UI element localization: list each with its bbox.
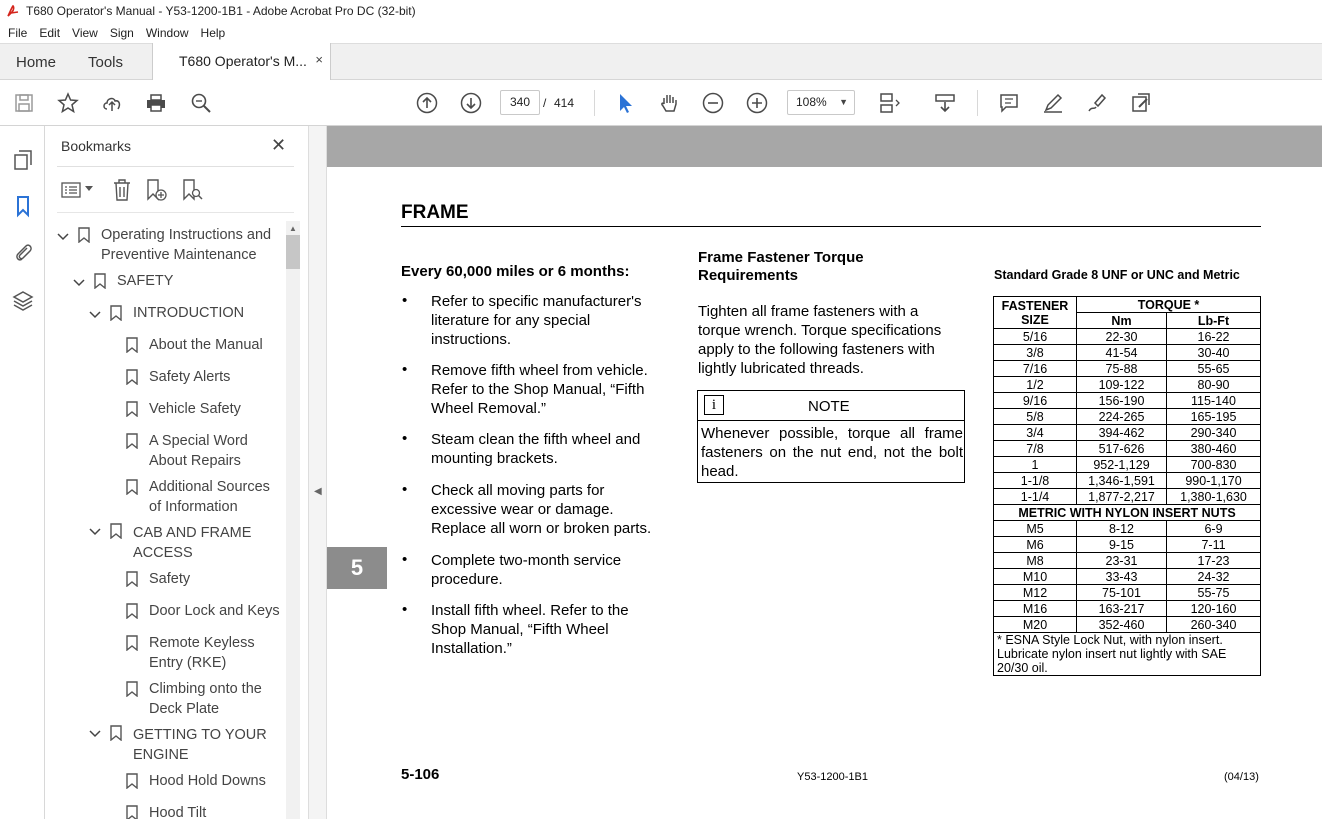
scroll-mode-icon[interactable] bbox=[934, 92, 956, 114]
table-row bbox=[994, 425, 1261, 441]
toolbar bbox=[0, 80, 1322, 126]
cell-nm: 517-626 bbox=[1077, 441, 1167, 457]
cell-size: 5/16 bbox=[994, 329, 1077, 345]
table-row bbox=[994, 361, 1261, 377]
cell-nm: 22-30 bbox=[1077, 329, 1167, 345]
chevron-down-icon[interactable] bbox=[57, 230, 69, 242]
bookmark-icon bbox=[126, 681, 138, 697]
bookmark-item[interactable]: Vehicle Safety bbox=[149, 401, 241, 417]
bookmark-item[interactable]: Safety Alerts bbox=[149, 369, 231, 385]
cell-size: 3/4 bbox=[994, 425, 1077, 441]
page-number-footer: 5-106 bbox=[401, 766, 440, 783]
table-row bbox=[994, 409, 1261, 425]
cell-nm: 352-460 bbox=[1077, 617, 1167, 633]
table-row bbox=[994, 585, 1261, 601]
bookmark-search-icon[interactable] bbox=[181, 179, 203, 201]
new-bookmark-icon[interactable] bbox=[145, 179, 167, 201]
bookmarks-title: Bookmarks bbox=[61, 138, 132, 154]
bullet: • bbox=[402, 292, 408, 309]
bookmark-item[interactable]: CAB AND FRAME ACCESS bbox=[133, 525, 252, 561]
info-icon: i bbox=[704, 395, 724, 415]
chevron-down-icon[interactable] bbox=[85, 186, 93, 192]
star-icon[interactable] bbox=[57, 92, 79, 114]
bookmark-item[interactable]: About the Manual bbox=[149, 337, 263, 353]
select-cursor-icon[interactable] bbox=[614, 92, 636, 114]
bookmark-icon bbox=[126, 571, 138, 587]
bookmark-item[interactable]: Operating Instructions and Preventive Maintenance bbox=[101, 227, 272, 263]
bookmark-icon bbox=[126, 603, 138, 619]
page-title: FRAME bbox=[401, 202, 469, 223]
cell-nm: 33-43 bbox=[1077, 569, 1167, 585]
cell-lbft: 380-460 bbox=[1167, 441, 1261, 457]
bullet: • bbox=[402, 551, 408, 568]
title-bar bbox=[0, 0, 1322, 22]
bookmark-icon bbox=[126, 401, 138, 417]
table-row bbox=[994, 521, 1261, 537]
toolbar-divider bbox=[594, 90, 595, 116]
bullet: • bbox=[402, 361, 408, 378]
bookmark-item[interactable]: Hood Tilt bbox=[149, 805, 207, 819]
page-header-band bbox=[327, 126, 1322, 167]
tab-close-icon[interactable]: × bbox=[315, 52, 323, 67]
cell-lbft: 7-11 bbox=[1167, 537, 1261, 553]
acrobat-icon bbox=[6, 4, 20, 18]
revision-date-footer: (04/13) bbox=[1224, 771, 1259, 783]
table-header-nm: Nm bbox=[1077, 313, 1167, 329]
note-box bbox=[697, 390, 965, 483]
cell-size: M16 bbox=[994, 601, 1077, 617]
cell-size: M10 bbox=[994, 569, 1077, 585]
bookmark-icon bbox=[126, 369, 138, 385]
section-heading: Frame Fastener Torque Requirements bbox=[698, 249, 864, 284]
zoom-in-icon[interactable] bbox=[746, 92, 768, 114]
previous-page-icon[interactable] bbox=[416, 92, 438, 114]
table-header-size: FASTENER SIZE bbox=[994, 297, 1077, 329]
cell-lbft: 55-65 bbox=[1167, 361, 1261, 377]
cell-size: M8 bbox=[994, 553, 1077, 569]
torque-table bbox=[993, 296, 1261, 676]
bookmark-item[interactable]: Additional Sources of Information bbox=[149, 479, 270, 515]
divider bbox=[57, 212, 294, 213]
cell-nm: 163-217 bbox=[1077, 601, 1167, 617]
panel-splitter[interactable] bbox=[308, 126, 327, 819]
table-row bbox=[994, 345, 1261, 361]
bookmarks-panel bbox=[45, 126, 308, 819]
table-row bbox=[994, 617, 1261, 633]
cell-lbft: 115-140 bbox=[1167, 393, 1261, 409]
window-title: T680 Operator's Manual - Y53-1200-1B1 - Adobe Acrobat Pro DC (32-bit) bbox=[26, 4, 416, 18]
table-row bbox=[994, 457, 1261, 473]
table-row bbox=[994, 473, 1261, 489]
tab-document[interactable] bbox=[152, 43, 331, 80]
bookmark-icon bbox=[126, 337, 138, 353]
tab-home[interactable]: Home bbox=[16, 54, 57, 71]
cell-size: 7/8 bbox=[994, 441, 1077, 457]
upload-cloud-icon[interactable] bbox=[101, 92, 123, 114]
note-label: NOTE bbox=[808, 398, 850, 415]
fit-page-icon[interactable] bbox=[878, 92, 900, 114]
document-view bbox=[327, 126, 1322, 819]
standard-rows bbox=[994, 329, 1261, 505]
cell-nm: 75-88 bbox=[1077, 361, 1167, 377]
bullet: • bbox=[402, 601, 408, 618]
table-header-lbft: Lb-Ft bbox=[1167, 313, 1261, 329]
table-footnote: * ESNA Style Lock Nut, with nylon insert. Lubricate nylon insert nut lightly with SAE 20/30 oil. bbox=[994, 633, 1261, 676]
bullet-text: Complete two-month service procedure. bbox=[431, 552, 622, 588]
cell-lbft: 16-22 bbox=[1167, 329, 1261, 345]
scroll-thumb[interactable] bbox=[286, 235, 300, 269]
cell-lbft: 1,380-1,630 bbox=[1167, 489, 1261, 505]
chevron-down-icon[interactable] bbox=[73, 276, 85, 288]
bookmark-item[interactable]: Remote Keyless Entry (RKE) bbox=[149, 635, 255, 671]
chapter-tab: 5 bbox=[327, 547, 387, 589]
document-id-footer: Y53-1200-1B1 bbox=[797, 771, 868, 783]
note-body: Whenever possible, torque all frame fasteners on the nut end, not the bolt head. bbox=[701, 425, 963, 480]
divider bbox=[57, 166, 294, 167]
bookmark-icon bbox=[110, 725, 122, 741]
metric-section-header: METRIC WITH NYLON INSERT NUTS bbox=[994, 505, 1261, 521]
page-thumbnails-icon[interactable] bbox=[11, 148, 35, 172]
highlight-pen-icon[interactable] bbox=[1042, 92, 1064, 114]
bookmark-icon bbox=[126, 479, 138, 495]
tab-tools[interactable]: Tools bbox=[88, 54, 124, 71]
chevron-down-icon[interactable] bbox=[89, 727, 101, 739]
bullet: • bbox=[402, 481, 408, 498]
bookmarks-toolbar bbox=[59, 178, 299, 202]
cell-size: 1/2 bbox=[994, 377, 1077, 393]
bookmark-icon bbox=[126, 805, 138, 819]
bookmark-item[interactable]: Safety bbox=[149, 571, 191, 587]
bookmark-item[interactable]: Door Lock and Keys bbox=[149, 603, 280, 619]
hand-tool-icon[interactable] bbox=[658, 92, 680, 114]
bookmark-item[interactable]: GETTING TO YOUR ENGINE bbox=[133, 727, 267, 763]
zoom-level-select[interactable] bbox=[787, 90, 855, 115]
bookmarks-panel-icon[interactable] bbox=[11, 194, 35, 218]
chevron-down-icon: ▼ bbox=[839, 97, 848, 107]
cell-nm: 1,877-2,217 bbox=[1077, 489, 1167, 505]
cell-size: 5/8 bbox=[994, 409, 1077, 425]
cell-size: M5 bbox=[994, 521, 1077, 537]
sign-icon[interactable] bbox=[1086, 92, 1108, 114]
table-row bbox=[994, 569, 1261, 585]
cell-lbft: 700-830 bbox=[1167, 457, 1261, 473]
section-paragraph: Tighten all frame fasteners with a torque wrench. Torque specifications apply to the following fasteners with lightly lubricated threads. bbox=[698, 303, 942, 377]
menu-sign[interactable]: Sign bbox=[109, 25, 134, 40]
cell-nm: 41-54 bbox=[1077, 345, 1167, 361]
cell-nm: 394-462 bbox=[1077, 425, 1167, 441]
toolbar-divider bbox=[977, 90, 978, 116]
cell-size: M12 bbox=[994, 585, 1077, 601]
cell-lbft: 17-23 bbox=[1167, 553, 1261, 569]
metric-rows bbox=[994, 521, 1261, 633]
cell-nm: 109-122 bbox=[1077, 377, 1167, 393]
bookmark-icon bbox=[126, 433, 138, 449]
bookmark-icon bbox=[126, 773, 138, 789]
layers-icon[interactable] bbox=[11, 288, 35, 312]
menu-help[interactable]: Help bbox=[200, 25, 226, 40]
note-header bbox=[698, 391, 964, 421]
collapse-panel-icon[interactable]: ◀ bbox=[314, 486, 322, 497]
table-row bbox=[994, 377, 1261, 393]
bookmark-item[interactable]: A Special Word About Repairs bbox=[149, 433, 248, 469]
cell-nm: 8-12 bbox=[1077, 521, 1167, 537]
cell-lbft: 165-195 bbox=[1167, 409, 1261, 425]
cell-nm: 952-1,129 bbox=[1077, 457, 1167, 473]
options-list-icon[interactable] bbox=[61, 181, 81, 199]
bookmark-icon bbox=[110, 523, 122, 539]
cell-lbft: 260-340 bbox=[1167, 617, 1261, 633]
print-icon[interactable] bbox=[145, 92, 167, 114]
cell-lbft: 120-160 bbox=[1167, 601, 1261, 617]
cell-size: 1 bbox=[994, 457, 1077, 473]
bookmark-item[interactable]: INTRODUCTION bbox=[133, 305, 245, 321]
table-row bbox=[994, 537, 1261, 553]
zoom-out-icon[interactable] bbox=[702, 92, 724, 114]
tab-document-label: T680 Operator's M... bbox=[179, 53, 307, 69]
bookmark-item[interactable]: Hood Hold Downs bbox=[149, 773, 266, 789]
cell-nm: 75-101 bbox=[1077, 585, 1167, 601]
bullet-text: Check all moving parts for excessive wear or damage. Replace all worn or broken parts. bbox=[431, 482, 652, 537]
table-caption: Standard Grade 8 UNF or UNC and Metric bbox=[994, 268, 1240, 282]
cell-lbft: 30-40 bbox=[1167, 345, 1261, 361]
table-row bbox=[994, 393, 1261, 409]
zoom-level-value: 108% bbox=[796, 95, 827, 109]
scroll-up-icon[interactable]: ▲ bbox=[289, 224, 297, 233]
cell-size: M20 bbox=[994, 617, 1077, 633]
page-number-input[interactable]: 340 bbox=[500, 90, 540, 115]
bookmarks-scrollbar[interactable] bbox=[286, 221, 300, 819]
bookmarks-tree bbox=[45, 221, 285, 819]
cell-nm: 156-190 bbox=[1077, 393, 1167, 409]
table-row bbox=[994, 329, 1261, 345]
cell-nm: 9-15 bbox=[1077, 537, 1167, 553]
cell-size: 3/8 bbox=[994, 345, 1077, 361]
bookmark-icon bbox=[126, 635, 138, 651]
cell-lbft: 290-340 bbox=[1167, 425, 1261, 441]
cell-size: 7/16 bbox=[994, 361, 1077, 377]
chevron-down-icon[interactable] bbox=[89, 525, 101, 537]
chevron-down-icon[interactable] bbox=[89, 308, 101, 320]
attachments-paperclip-icon[interactable] bbox=[11, 240, 35, 264]
table-row bbox=[994, 489, 1261, 505]
next-page-icon[interactable] bbox=[460, 92, 482, 114]
page-separator: / bbox=[543, 96, 547, 110]
bookmark-icon bbox=[94, 273, 106, 289]
bullet-text: Refer to specific manufacturer's literature for any special instructions. bbox=[431, 293, 642, 348]
menu-window[interactable]: Window bbox=[145, 25, 189, 40]
cell-lbft: 6-9 bbox=[1167, 521, 1261, 537]
export-edit-icon[interactable] bbox=[1130, 92, 1152, 114]
save-icon[interactable] bbox=[13, 92, 35, 114]
cell-nm: 1,346-1,591 bbox=[1077, 473, 1167, 489]
cell-nm: 224-265 bbox=[1077, 409, 1167, 425]
zoom-search-icon[interactable] bbox=[190, 92, 212, 114]
page-total: 414 bbox=[554, 96, 575, 110]
bullet-text: Install fifth wheel. Refer to the Shop Manual, “Fifth Wheel Installation.” bbox=[431, 602, 629, 657]
bullet-text: Steam clean the fifth wheel and mounting brackets. bbox=[431, 431, 641, 467]
bullet-text: Remove fifth wheel from vehicle. Refer to the Shop Manual, “Fifth Wheel Removal.” bbox=[431, 362, 648, 417]
table-row bbox=[994, 441, 1261, 457]
bookmark-item[interactable]: SAFETY bbox=[117, 273, 174, 289]
table-header-torque: TORQUE * bbox=[1077, 297, 1261, 313]
comment-icon[interactable] bbox=[998, 92, 1020, 114]
cell-size: M6 bbox=[994, 537, 1077, 553]
menu-file[interactable]: File bbox=[8, 25, 28, 40]
bookmark-icon bbox=[78, 227, 90, 243]
table-row bbox=[994, 601, 1261, 617]
cell-lbft: 24-32 bbox=[1167, 569, 1261, 585]
cell-size: 9/16 bbox=[994, 393, 1077, 409]
navigation-rail bbox=[0, 126, 45, 819]
delete-trash-icon[interactable] bbox=[112, 179, 132, 201]
bullet: • bbox=[402, 430, 408, 447]
bookmark-item[interactable]: Climbing onto the Deck Plate bbox=[149, 681, 262, 717]
interval-heading: Every 60,000 miles or 6 months: bbox=[401, 263, 630, 280]
title-rule bbox=[401, 226, 1261, 227]
menu-view[interactable]: View bbox=[72, 25, 98, 40]
cell-nm: 23-31 bbox=[1077, 553, 1167, 569]
cell-lbft: 80-90 bbox=[1167, 377, 1261, 393]
cell-lbft: 55-75 bbox=[1167, 585, 1261, 601]
cell-lbft: 990-1,170 bbox=[1167, 473, 1261, 489]
menu-edit[interactable]: Edit bbox=[39, 25, 61, 40]
table-row bbox=[994, 553, 1261, 569]
cell-size: 1-1/8 bbox=[994, 473, 1077, 489]
tab-bar bbox=[0, 43, 1322, 80]
close-panel-icon[interactable]: ✕ bbox=[271, 135, 287, 155]
cell-size: 1-1/4 bbox=[994, 489, 1077, 505]
menu-bar bbox=[0, 22, 1322, 43]
bookmark-icon bbox=[110, 305, 122, 321]
